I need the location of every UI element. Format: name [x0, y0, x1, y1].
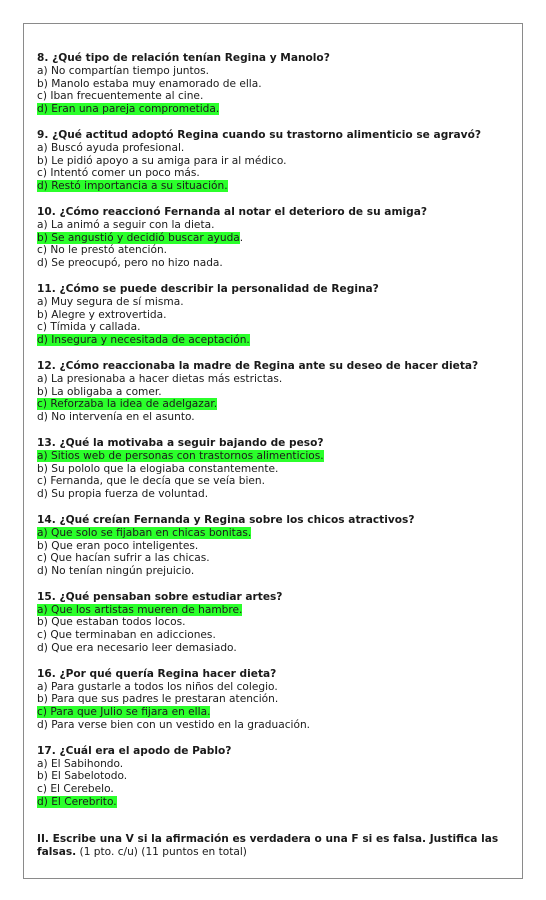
question-list [37, 52, 507, 809]
answer-text: d) Que era necesario leer demasiado. [37, 642, 237, 655]
highlighted-answer: b) Se angustió y decidió buscar ayuda [37, 231, 240, 244]
answer-text: b) Que eran poco inteligentes. [37, 539, 199, 552]
answer-text: d) Se preocupó, pero no hizo nada. [37, 257, 223, 270]
answer-text: b) La obligaba a comer. [37, 385, 162, 398]
answer-text: b) Alegre y extrovertida. [37, 308, 167, 321]
answer-option [37, 681, 507, 694]
answer-text: a) Para gustarle a todos los niños del colegio. [37, 680, 278, 693]
answer-option [37, 616, 507, 629]
answer-option [37, 693, 507, 706]
answer-option [37, 642, 507, 655]
answer-text: a) Muy segura de sí misma. [37, 295, 184, 308]
question-title: 16. ¿Por qué quería Regina hacer dieta? [37, 667, 277, 680]
answer-option [37, 770, 507, 783]
answer-option [37, 552, 507, 565]
answer-option [37, 321, 507, 334]
question-block [37, 206, 507, 270]
answer-option [37, 386, 507, 399]
answer-tail: . [239, 231, 244, 244]
answer-option [37, 78, 507, 91]
question-title: 11. ¿Cómo se puede describir la personalidad de Regina? [37, 282, 379, 295]
question-title: 10. ¿Cómo reaccionó Fernanda al notar el deterioro de su amiga? [37, 205, 428, 218]
answer-option [37, 167, 507, 180]
answer-option [37, 527, 507, 540]
question-block [37, 360, 507, 424]
answer-text: c) Que terminaban en adicciones. [37, 629, 216, 642]
highlighted-answer: d) Insegura y necesitada de aceptación. [37, 334, 250, 347]
answer-option [37, 783, 507, 796]
question-block [37, 437, 507, 501]
highlighted-answer: d) El Cerebrito. [37, 796, 117, 809]
answer-option [37, 796, 507, 809]
answer-text: b) El Sabelotodo. [37, 770, 128, 783]
answer-option [37, 758, 507, 771]
answer-option [37, 296, 507, 309]
answer-option [37, 373, 507, 386]
answer-option [37, 411, 507, 424]
answer-option [37, 540, 507, 553]
answer-text: c) El Cerebelo. [37, 783, 114, 796]
answer-option [37, 65, 507, 78]
answer-text: b) Que estaban todos locos. [37, 616, 186, 629]
answer-option [37, 219, 507, 232]
question-title: 8. ¿Qué tipo de relación tenían Regina y Manolo? [37, 52, 330, 64]
answer-text: d) Para verse bien con un vestido en la graduación. [37, 719, 311, 732]
answer-option [37, 142, 507, 155]
answer-option [37, 565, 507, 578]
question-title: 15. ¿Qué pensaban sobre estudiar artes? [37, 590, 283, 603]
answer-option [37, 232, 507, 245]
answer-text: b) Para que sus padres le prestaran atención. [37, 693, 279, 706]
highlighted-answer: a) Que solo se fijaban en chicas bonitas. [37, 526, 252, 539]
answer-text: a) El Sabihondo. [37, 757, 124, 770]
answer-text: a) Buscó ayuda profesional. [37, 141, 185, 154]
answer-option [37, 244, 507, 257]
answer-option [37, 257, 507, 270]
answer-option [37, 706, 507, 719]
answer-text: b) Le pidió apoyo a su amiga para ir al médico. [37, 154, 287, 167]
section-instructions-points: (1 pto. c/u) (11 puntos en total) [76, 846, 247, 859]
answer-text: c) Iban frecuentemente al cine. [37, 90, 204, 103]
answer-option [37, 463, 507, 476]
answer-text: b) Manolo estaba muy enamorado de ella. [37, 77, 262, 90]
question-title: 12. ¿Cómo reaccionaba la madre de Regina ante su deseo de hacer dieta? [37, 359, 479, 372]
question-block [37, 745, 507, 809]
highlighted-answer: c) Reforzaba la idea de adelgazar. [37, 398, 218, 411]
question-title: 13. ¿Qué la motivaba a seguir bajando de peso? [37, 436, 324, 449]
answer-option [37, 719, 507, 732]
highlighted-answer: a) Sitios web de personas con trastornos alimenticios. [37, 449, 324, 462]
highlighted-answer: d) Restó importancia a su situación. [37, 180, 228, 193]
highlighted-answer: d) Eran una pareja comprometida. [37, 103, 220, 116]
answer-option [37, 604, 507, 617]
question-title: 9. ¿Qué actitud adoptó Regina cuando su trastorno alimenticio se agravó? [37, 128, 481, 141]
answer-text: c) No le prestó atención. [37, 244, 168, 257]
answer-text: d) Su propia fuerza de voluntad. [37, 488, 209, 501]
answer-option [37, 475, 507, 488]
answer-option [37, 180, 507, 193]
answer-option [37, 334, 507, 347]
answer-option [37, 103, 507, 116]
highlighted-answer: c) Para que Julio se fijara en ella. [37, 706, 211, 719]
question-block [37, 283, 507, 347]
answer-text: c) Que hacían sufrir a las chicas. [37, 552, 210, 565]
answer-text: c) Fernanda, que le decía que se veía bien. [37, 475, 266, 488]
answer-text: d) No tenían ningún prejuicio. [37, 565, 195, 578]
question-title: 14. ¿Qué creían Fernanda y Regina sobre los chicos atractivos? [37, 513, 415, 526]
answer-text: a) La presionaba a hacer dietas más estrictas. [37, 372, 283, 385]
answer-text: c) Tímida y callada. [37, 321, 141, 334]
question-block [37, 129, 507, 193]
question-block [37, 591, 507, 655]
question-block [37, 52, 507, 116]
answer-text: c) Intentó comer un poco más. [37, 167, 200, 180]
question-block [37, 514, 507, 578]
answer-option [37, 629, 507, 642]
quiz-content [37, 52, 507, 860]
answer-option [37, 398, 507, 411]
answer-option [37, 450, 507, 463]
answer-option [37, 90, 507, 103]
answer-text: b) Su pololo que la elogiaba constantemente. [37, 462, 279, 475]
answer-text: a) La animó a seguir con la dieta. [37, 218, 215, 231]
section-instructions [37, 833, 507, 860]
answer-text: a) No compartían tiempo juntos. [37, 64, 210, 77]
answer-option [37, 309, 507, 322]
answer-option [37, 488, 507, 501]
answer-text: d) No intervenía en el asunto. [37, 411, 195, 424]
answer-option [37, 155, 507, 168]
question-title: 17. ¿Cuál era el apodo de Pablo? [37, 744, 232, 757]
question-block [37, 668, 507, 732]
section-instructions-bold: II. Escribe una V si la afirmación es verdadera o una F si es falsa. Justifica las falsas. [37, 832, 499, 859]
highlighted-answer: a) Que los artistas mueren de hambre. [37, 603, 243, 616]
